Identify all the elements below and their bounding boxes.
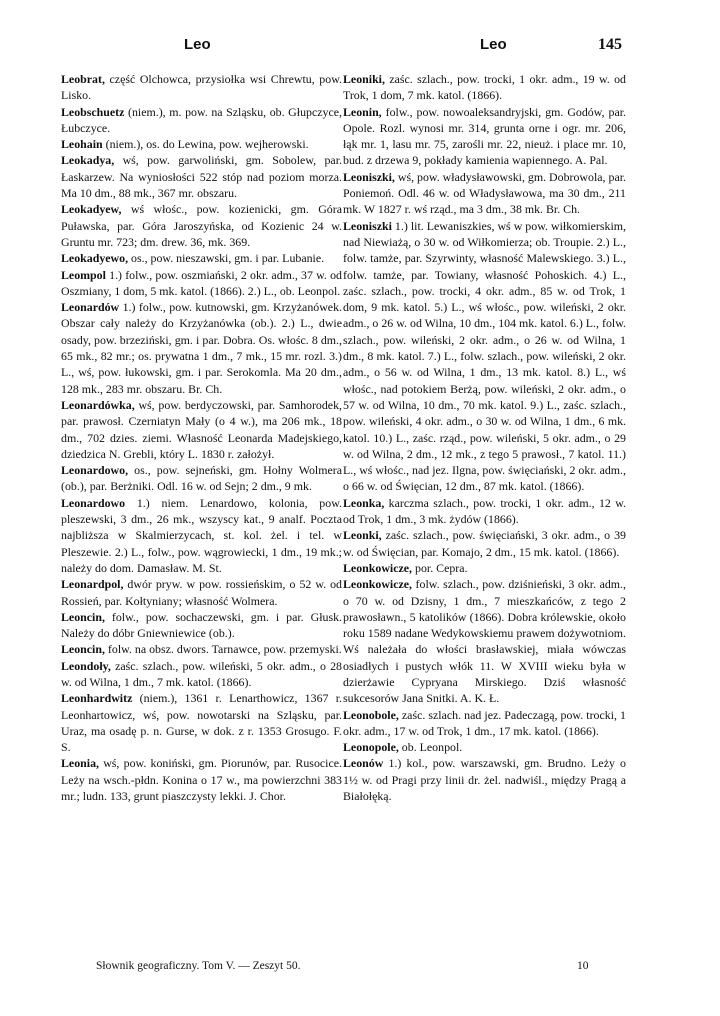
entry-headword: Leokadyew,	[61, 202, 122, 217]
dictionary-entry	[61, 267, 342, 300]
entry-text: os., pow. sejneński, gm. Hołny Wolmera (ob.), par. Berżniki. Odl. 16 w. od Sejn; 2 dm., 9 mk.	[61, 463, 342, 494]
dictionary-entry	[343, 560, 626, 576]
dictionary-entry	[343, 169, 626, 218]
dictionary-entry	[61, 152, 342, 201]
dictionary-entry	[61, 576, 342, 609]
entry-headword: Leonkowicze,	[343, 560, 413, 575]
right-running-head: Leo	[480, 36, 507, 53]
entry-headword: Leoncin,	[61, 609, 105, 624]
entry-headword: Leoniki,	[343, 72, 385, 86]
entry-text: wś, pow. koniński, gm. Piorunów, par. Rusocice. Leży na wsch.-płdn. Konina o 17 w., ma powierzchni 383 mr.; ludn. 133, grunt piaszczysty lekki. J. Chor.	[61, 756, 342, 804]
entry-text: folw. szlach., pow. dziśnieński, 3 okr. adm., o 70 w. od Dzisny, 1 dm., 7 mieszkańców, z tego 2 prawosławn., 5 katolików (1866). Dobra królewskie, około roku 1589 nadane Wedykowskiemu prawem dożywotniom. Wś należała do włości brasławskiej, miała wówczas osiadłych i pustych włók 11. W XVIII wieku była w dzierżawie Cypryana Mirskiego. Dziś własność sukcesorów Jana Snitki. A. K. Ł.	[343, 577, 626, 706]
entry-headword: Leonów	[343, 756, 384, 771]
dictionary-entry	[343, 576, 626, 706]
entry-headword: Leondoły,	[61, 658, 111, 673]
entry-headword: Leonopole,	[343, 740, 399, 755]
entry-headword: Leompol	[61, 267, 106, 282]
entry-text: (niem.), m. pow. na Szląsku, ob. Głupczyce, Łubczyce.	[61, 104, 342, 135]
entry-text: folw., pow. sochaczewski, gm. i par. Głusk. Należy do dóbr Gniewniewice (ob.).	[61, 609, 342, 641]
entry-headword: Leonkowicze,	[343, 577, 413, 592]
entry-headword: Leonobole,	[343, 707, 399, 722]
entry-headword: Leonardów	[61, 300, 120, 315]
entry-text: os., pow. nieszawski, gm. i par. Lubanie.	[128, 251, 325, 266]
entry-headword: Leobrat,	[61, 72, 105, 86]
left-column	[61, 71, 342, 804]
entry-headword: Leonia,	[61, 756, 99, 771]
entry-text: zaśc. szlach., pow. święciański, 3 okr. adm., o 39 w. od Święcian, par. Komajo, 2 dm., 15 mk. katol. (1866).	[343, 528, 626, 559]
entry-text: karczma szlach., pow. trocki, 1 okr. adm., 12 w. od Trok, 1 dm., 3 mk. żydów (1866).	[343, 495, 626, 527]
dictionary-entry	[343, 707, 626, 740]
entry-headword: Leonki,	[343, 528, 382, 543]
dictionary-entry	[61, 658, 342, 691]
dictionary-entry	[61, 495, 342, 576]
entry-text: wś, pow. władysławowski, gm. Dobrowola, par. Poniemoń. Odl. 46 w. od Władysławowa, ma 30 dm., 211 mk. W 1827 r. wś rząd., ma 3 dm., 38 mk. Br. Ch.	[343, 169, 626, 217]
dictionary-entry	[343, 218, 626, 495]
entry-text: ob. Leonpol.	[398, 740, 463, 755]
dictionary-entry	[61, 104, 342, 137]
entry-text: por. Cepra.	[412, 560, 468, 575]
dictionary-entry	[61, 201, 342, 250]
entry-headword: Leonardowo,	[61, 463, 129, 478]
entry-text: zaśc. szlach. nad jez. Padeczagą, pow. trocki, 1 okr. adm., 17 w. od Trok, 1 dm., 17 mk. katol. (1866).	[343, 707, 626, 738]
entry-text: folw., pow. nowoaleksandryjski, gm. Godów, par. Opole. Rozl. wynosi mr. 314, grunta orne i ogr. mr. 206, łąk mr. 1, lasu mr. 75, zarośli mr. 22, nieuż. i place mr. 10, bud. z drzewa 9, pokłady kamienia wapiennego. A. Pal.	[343, 104, 626, 168]
dictionary-entry	[343, 104, 626, 169]
entry-headword: Leohain	[61, 137, 103, 152]
dictionary-entry	[343, 755, 626, 804]
dictionary-entry	[343, 527, 626, 560]
dictionary-entry	[61, 136, 342, 152]
dictionary-entry	[61, 690, 342, 755]
entry-text: wś włośc., pow. kozienicki, gm. Góra Puławska, par. Góra Jaroszyńska, od Kozienic 24 w. Gruntu mr. 723; dm. drew. 36, mk. 369.	[61, 202, 342, 249]
left-running-head: Leo	[184, 36, 211, 53]
entry-text: (niem.), 1361 r. Lenarthowicz, 1367 r. Leonhartowicz, wś, pow. nowotarski na Szląsku, par. Uraz, ma osadę p. n. Gurse, w dok. z r. 1353 Grosugo. F. S.	[61, 691, 342, 755]
entry-text: 1.) kol., pow. warszawski, gm. Brudno. Leży o 1½ w. od Pragi przy linii dr. żel. nadwiśl., między Pragą a Białołęką.	[343, 756, 626, 804]
dictionary-entry	[61, 609, 342, 642]
dictionary-entry	[61, 462, 342, 495]
right-column	[343, 71, 626, 804]
entry-headword: Leonardówka,	[61, 397, 135, 412]
dictionary-entry	[343, 71, 626, 104]
dictionary-entry	[343, 739, 626, 755]
dictionary-entry	[61, 71, 342, 104]
entry-text: 1.) folw., pow. kutnowski, gm. Krzyżanówek. Obszar cały należy do Krzyżanówka (ob.). 2.) L., dwie osady, pow. brzeziński, gm. i par. Dobra. Os. włośc. 8 dm., 65 mk., 82 mr.; os. prywatna 1 dm., 7 mk., 15 mr. rozl. 3.) L., wś, pow. łukowski, gm. i par. Serokomla. Ma 20 dm., 128 mk., 283 mr. obszaru. Br. Ch.	[61, 300, 342, 396]
dictionary-entry	[61, 250, 342, 266]
entry-text: dwór pryw. w pow. rossieńskim, o 52 w. od Rossień, par. Kołtyniany; własność Wolmera.	[61, 577, 342, 608]
entry-text: zaśc. szlach., pow. trocki, 1 okr. adm., 19 w. od Trok, 1 dom, 7 mk. katol. (1866).	[343, 72, 626, 103]
entry-headword: Leoncin,	[61, 642, 105, 657]
dictionary-entry	[61, 299, 342, 397]
entry-text: wś, pow. berdyczowski, par. Samhorodek, par. prawosł. Czerniatyn Mały (o 4 w.), ma 206 mk., 18 dm., 702 dzies. ziemi. Własność Leonarda Madejskiego, dziedzica N. Grebli, który L. 1830 r. założył.	[61, 397, 342, 461]
footer-title: Słownik geograficzny. Tom V. — Zeszyt 50.	[96, 960, 301, 972]
footer-signature: 10	[577, 960, 589, 972]
entry-headword: Leonka,	[343, 495, 385, 510]
dictionary-entry	[61, 755, 342, 804]
entry-headword: Leoniszki	[343, 218, 392, 233]
dictionary-entry	[61, 397, 342, 462]
entry-text: 1.) folw., pow. oszmiański, 2 okr. adm., 37 w. od Oszmiany, 1 dom, 5 mk. katol. (1866). 2.) L., ob. Leonpol.	[61, 267, 342, 298]
entry-text: 1.) lit. Lewaniszkies, wś w pow. wiłkomierskim, nad Niewiażą, o 30 w. od Wiłkomierza; ob. Troupie. 2.) L., folw. tamże, par. Szyrwinty, własność Malewskiego. 3.) L., folw. tamże, par. Towiany, własność Pohoskich. 4.) L., zaśc. szlach., pow. trocki, 4 okr. adm., 85 w. od Trok, 1 dom, 9 mk. katol. 5.) L., wś włośc., pow. wileński, 2 okr. adm., o 26 w. od Wilna, 10 dm., 104 mk. katol. 6.) L., folw. szlach., pow. wileński, 2 okr. adm., o 26 w. od Wilna, 1 dm., 8 mk. katol. 7.) L., folw. szlach., pow. wileński, 2 okr. adm., o 56 w. od Wilna, 1 dm., 13 mk. katol. 8.) L., wś włośc., nad potokiem Berżą, pow. wileński, 2 okr. adm., o 57 w. od Wilna, 10 dm., 70 mk. katol. 9.) L., zaśc. szlach., pow. wileński, 4 okr. adm., o 30 w. od Wilna, 1 dm., 6 mk. katol. 10.) L., zaśc. rząd., pow. wileński, 5 okr. adm., o 29 w. od Wilna, 2 dm., 12 mk., z tego 5 prawosł., 7 katol. 11.) L., wś włośc., nad jez. Ilgna, pow. święciański, 2 okr. adm., o 66 w. od Święcian, 12 dm., 87 mk. katol. (1866).	[343, 218, 626, 494]
entry-headword: Leobschuetz	[61, 104, 125, 119]
entry-headword: Leoniszki,	[343, 169, 395, 184]
entry-headword: Leonhardwitz	[61, 691, 133, 706]
entry-headword: Leonin,	[343, 104, 382, 119]
entry-text: 1.) niem. Lenardowo, kolonia, pow. pleszewski, 3 dm., 26 mk., wszyscy kat., 9 analf. Poczta najbliższa w Skalmierzycach, st. kol. żel. i tel. w Pleszewie. 2.) L., folw., pow. wągrowiecki, 1 dm., 19 mk.; należy do dom. Damasław. M. St.	[61, 495, 342, 575]
dictionary-entry	[343, 495, 626, 528]
entry-headword: Leonardowo	[61, 495, 126, 510]
dictionary-entry	[61, 641, 342, 657]
entry-text: zaśc. szlach., pow. wileński, 5 okr. adm., o 28 w. od Wilna, 1 dm., 7 mk. katol. (1866).	[61, 658, 342, 689]
entry-text: (niem.), os. do Lewina, pow. wejherowski.	[102, 137, 309, 152]
entry-headword: Leokadya,	[61, 153, 115, 168]
entry-text: część Olchowca, przysiołka wsi Chrewtu, pow. Lisko.	[61, 72, 342, 103]
entry-text: wś, pow. garwoliński, gm. Sobolew, par. Łaskarzew. Na wyniosłości 522 stóp nad poziom morza. Ma 10 dm., 88 mk., 367 mr. obszaru.	[61, 153, 342, 201]
entry-headword: Leonardpol,	[61, 577, 124, 592]
page-number: 145	[598, 36, 622, 53]
entry-headword: Leokadyewo,	[61, 251, 129, 266]
entry-text: folw. na obsz. dwors. Tarnawce, pow. przemyski.	[104, 642, 342, 657]
